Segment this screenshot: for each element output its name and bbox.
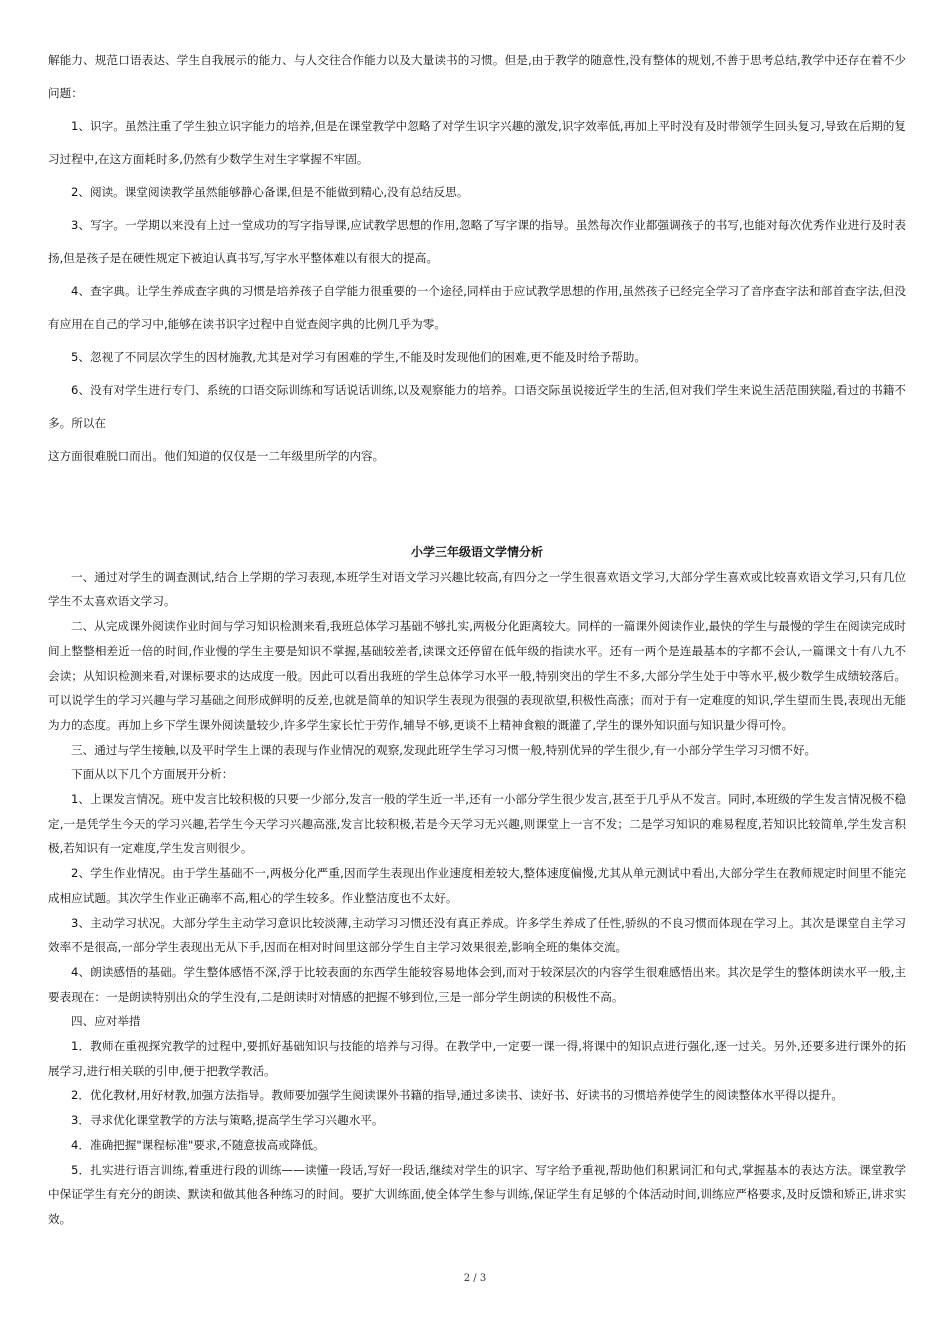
paragraph: 1、识字。虽然注重了学生独立识字能力的培养,但是在课堂教学中忽略了对学生识字兴趣的激发,识字效率低,再加上平时没有及时带领学生回头复习,导致在后期的复习过程中,在这方面耗时多,仍然有少数学生对生字掌握不牢固。 [48, 119, 906, 166]
paragraph: 6、没有对学生进行专门、系统的口语交际训练和写话说话训练,以及观察能力的培养。口语交际虽说接近学生的生活,但对我们学生来说生活范围狭隘,看过的书籍不多。所以在 [48, 383, 906, 430]
paragraph: 解能力、规范口语表达、学生自我展示的能力、与人交往合作能力以及大量读书的习惯。但是,由于教学的随意性,没有整体的规划,不善于思考总结,教学中还存在着不少问题： [48, 53, 906, 100]
paragraph: 二、从完成课外阅读作业时间与学习知识检测来看,我班总体学习基础不够扎实,两极分化距离较大。同样的一篇课外阅读作业,最快的学生与最慢的学生在阅读完成时间上整整相差近一倍的时间,作业慢的学生主要是知识不掌握,基础较差者,读课文还停留在低年级的指读水平。还有一两个是连最基本的字都不会认,一篇课文十有八九不会读；从知识检测来看,对课标要求的达成度一般。因此可以看出我班的学生总体学习水平一般,特别突出的学生不多,大部分学生处于中等水平,极少数学生成绩较落后。可以说学生的学习兴趣与学习基础之间形成鲜明的反差,也就是简单的知识学生表现为很强的表现欲望,积极性高涨；而对于有一定难度的知识,学生望而生畏,表现出无能为力的态度。再加上乡下学生课外阅读量较少,许多学生家长忙于劳作,辅导不够,更谈不上精神食粮的溉灌了,学生的课外知识面与知识量少得可怜。 [48, 619, 906, 732]
paragraph: 2、阅读。课堂阅读教学虽然能够静心备课,但是不能做到精心,没有总结反思。 [71, 185, 469, 199]
paragraph: 2、学生作业情况。由于学生基础不一,两极分化严重,因而学生表现出作业速度相差较大,整体速度偏慢,尤其从单元测试中看出,大部分学生在教师规定时间里不能完成相应试题。其次学生作业正确率不高,粗心的学生较多。作业整洁度也不太好。 [48, 866, 906, 905]
paragraph: 4、朗读感悟的基础。学生整体感悟不深,浮于比较表面的东西学生能较容易地体会到,而对于较深层次的内容学生很难感悟出来。其次是学生的整体朗读水平一般,主要表现在：一是朗读特别出众的学生没有,二是朗读时对情感的把握不够到位,三是一部分学生朗读的积极性不高。 [48, 964, 906, 1004]
paragraph: 一、通过对学生的调查测试,结合上学期的学习表现,本班学生对语文学习兴趣比较高,有四分之一学生很喜欢语文学习,大部分学生喜欢或比较喜欢语文学习,只有几位学生不太喜欢语文学习。 [48, 569, 906, 609]
paragraph: 1．教师在重视探究教学的过程中,要抓好基础知识与技能的培养与习得。在教学中,一定要一课一得,将课中的知识点进行强化,逐一过关。另外,还要多进行课外的拓展学习,进行相关联的引申,便于把教学教活。 [48, 1039, 906, 1078]
page-number: 2 / 3 [463, 1273, 487, 1284]
paragraph: 4．准确把握"课程标准"要求,不随意拔高或降低。 [71, 1137, 325, 1152]
paragraph: 5、忽视了不同层次学生的因材施教,尤其是对学习有困难的学生,不能及时发现他们的困难,更不能及时给予帮助。 [71, 350, 646, 364]
paragraph: 四、应对举措 [71, 1014, 141, 1029]
paragraph: 1、上课发言情况。班中发言比较积极的只要一少部分,发言一般的学生近一半,还有一小部分学生很少发言,甚至于几乎从不发言。同时,本班级的学生发言情况极不稳定,一是凭学生今天的学习兴趣,若学生今天学习兴趣高涨,发言比较积极,若是今天学习无兴趣,则课堂上一言不发；二是学习知识的难易程度,若知识比较简单,学生发言积极,若知识有一定难度,学生发言则很少。 [48, 792, 906, 856]
section-analysis [48, 540, 906, 1232]
paragraph: 3、写字。一学期以来没有上过一堂成功的写字指导课,应试教学思想的作用,忽略了写字课的指导。虽然每次作业都强调孩子的书写,也能对每次优秀作业进行及时表扬,但是孩子是在硬性规定下被迫认真书写,写字水平整体难以有很大的提高。 [48, 218, 906, 265]
paragraph: 三、通过与学生接触,以及平时学生上课的表现与作业情况的观察,发现此班学生学习习惯一般,特别优异的学生很少,有一小部分学生学习习惯不好。 [71, 742, 817, 757]
section-problems [48, 44, 906, 473]
section-title: 小学三年级语文学情分析 [410, 545, 543, 559]
paragraph: 3．寻求优化课堂教学的方法与策略,提高学生学习兴趣水平。 [71, 1113, 384, 1128]
paragraph: 4、查字典。让学生养成查字典的习惯是培养孩子自学能力很重要的一个途径,同样由于应试教学思想的作用,虽然孩子已经完全学习了音序查字法和部首查字法,但没有应用在自己的学习中,能够在读书识字过程中自觉查阅字典的比例几乎为零。 [48, 284, 906, 331]
paragraph: 3、主动学习状况。大部分学生主动学习意识比较淡薄,主动学习习惯还没有真正养成。许多学生养成了任性,骄纵的不良习惯而体现在学习上。其次是课堂自主学习效率不是很高,一部分学生表现出无从下手,因而在相对时间里这部分学生自主学习效果很差,影响全班的集体交流。 [48, 915, 906, 955]
paragraph: 这方面很难脱口而出。他们知道的仅仅是一二年级里所学的内容。 [48, 449, 385, 463]
paragraph: 5．扎实进行语言训练,着重进行段的训练——读懂一段话,写好一段话,继续对学生的识字、写字给予重视,帮助他们积累词汇和句式,掌握基本的表达方法。课堂教学中保证学生有充分的朗读、默读和做其他各种练习的时间。要扩大训练面,使全体学生参与训练,保证学生有足够的个体活动时间,训练应严格要求,及时反馈和矫正,讲求实效。 [48, 1162, 906, 1226]
paragraph: 下面从以下几个方面展开分析： [71, 767, 234, 782]
paragraph: 2．优化教材,用好材教,加强方法指导。教师要加强学生阅读课外书籍的指导,通过多读书、读好书、好读书的习惯培养使学生的阅读整体水平得以提升。 [71, 1088, 844, 1103]
